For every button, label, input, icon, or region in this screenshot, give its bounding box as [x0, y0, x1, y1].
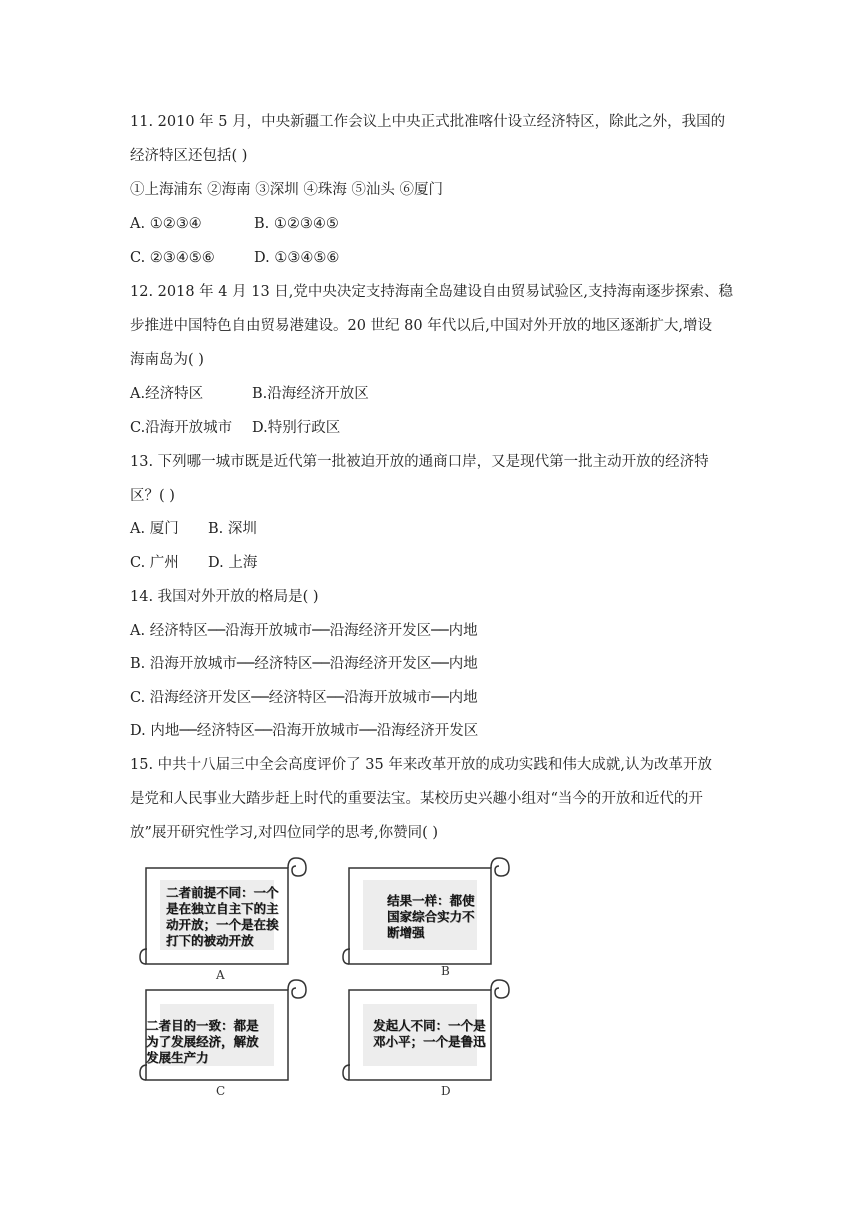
q11-stem-line1: 11. 2010 年 5 月，中央新疆工作会议上中央正式批准喀什设立经济特区，除此之外，我国的 — [130, 114, 726, 130]
q12-option-c[interactable]: C.沿海开放城市 — [130, 420, 233, 436]
scroll-option-d[interactable] — [343, 980, 513, 1100]
q14-option-c[interactable]: C. 沿海经济开发区──经济特区──沿海开放城市──内地 — [130, 690, 478, 706]
scroll-c-text: 二者目的一致：都是 为了发展经济，解放 发展生产力 — [146, 1018, 259, 1065]
q13-option-d[interactable]: D. 上海 — [208, 555, 258, 571]
q13-options-row2 — [130, 553, 257, 573]
q12-option-a[interactable]: A.经济特区 — [130, 386, 204, 402]
q14-option-d[interactable]: D. 内地──经济特区──沿海开放城市──沿海经济开发区 — [130, 723, 479, 739]
scroll-d-label: D — [441, 1084, 451, 1098]
q13-stem-line1: 13. 下列哪一城市既是近代第一批被迫开放的通商口岸，又是现代第一批主动开放的经济特 — [130, 454, 709, 470]
q15-stem-line3: 放”展开研究性学习,对四位同学的思考,你赞同( ) — [130, 825, 439, 841]
q14-option-b[interactable]: B. 沿海开放城市──经济特区──沿海经济开发区──内地 — [130, 656, 478, 672]
q11-stem-line2: 经济特区还包括( ) — [130, 148, 248, 164]
q12-stem-line3: 海南岛为( ) — [130, 352, 204, 368]
scroll-a-label: A — [216, 968, 225, 982]
q11-option-a[interactable]: A. ①②③④ — [130, 216, 202, 232]
scroll-option-a[interactable] — [140, 858, 310, 988]
q14-option-a[interactable]: A. 经济特区──沿海开放城市──沿海经济开发区──内地 — [130, 623, 478, 639]
q13-stem-line2: 区？( ) — [130, 488, 175, 504]
scroll-c-label: C — [216, 1084, 226, 1098]
q11-option-d[interactable]: D. ①③④⑤⑥ — [254, 250, 340, 266]
q12-options-row2 — [130, 418, 340, 438]
scroll-option-c[interactable] — [140, 980, 310, 1100]
q13-option-a[interactable]: A. 厦门 — [130, 521, 179, 537]
q11-option-c[interactable]: C. ②③④⑤⑥ — [130, 250, 215, 266]
scroll-a-text: 二者前提不同：一个 是在独立自主下的主 动开放；一个是在挨 打下的被动开放 — [166, 885, 279, 948]
q12-option-d[interactable]: D.特别行政区 — [252, 420, 341, 436]
q12-option-b[interactable]: B.沿海经济开放区 — [252, 386, 369, 402]
q11-items: ①上海浦东 ②海南 ③深圳 ④珠海 ⑤汕头 ⑥厦门 — [130, 182, 444, 198]
q11-option-b[interactable]: B. ①②③④⑤ — [254, 216, 339, 232]
scroll-d-text: 发起人不同：一个是 邓小平；一个是鲁迅 — [373, 1018, 486, 1049]
scroll-option-b[interactable] — [343, 858, 513, 988]
q14-stem: 14. 我国对外开放的格局是( ) — [130, 589, 319, 605]
q12-options-row1 — [130, 384, 369, 404]
scroll-b-label: B — [441, 964, 450, 978]
scroll-b-text: 结果一样：都使 国家综合实力不 断增强 — [387, 893, 475, 940]
q13-option-b[interactable]: B. 深圳 — [208, 521, 257, 537]
q12-stem-line1: 12. 2018 年 4 月 13 日,党中央决定支持海南全岛建设自由贸易试验区,支持海南逐步探索、稳 — [130, 284, 734, 300]
q11-options-row1 — [130, 214, 339, 234]
q11-options-row2 — [130, 248, 339, 268]
q13-options-row1 — [130, 519, 257, 539]
q15-stem-line2: 是党和人民事业大踏步赶上时代的重要法宝。某校历史兴趣小组对“当今的开放和近代的开 — [130, 791, 703, 807]
q13-option-c[interactable]: C. 广州 — [130, 555, 179, 571]
q15-stem-line1: 15. 中共十八届三中全会高度评价了 35 年来改革开放的成功实践和伟大成就,认为改革开放 — [130, 757, 712, 773]
q12-stem-line2: 步推进中国特色自由贸易港建设。20 世纪 80 年代以后,中国对外开放的地区逐渐扩大,增设 — [130, 318, 712, 334]
